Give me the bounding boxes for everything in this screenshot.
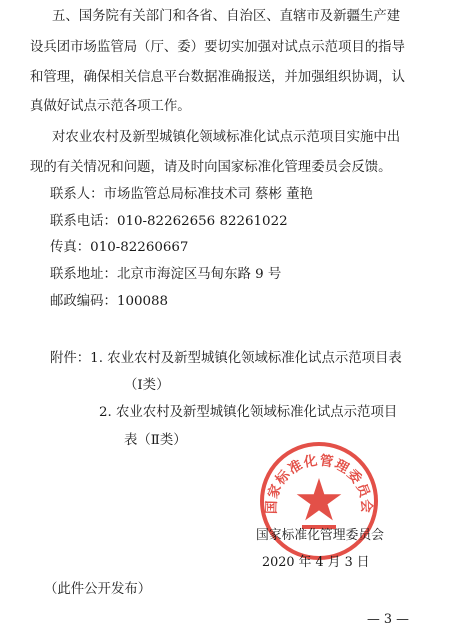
para5-line4: 真做好试点示范各项工作。 xyxy=(30,99,191,114)
attachment-2-line1: 2. 农业农村及新型城镇化领域标准化试点示范项目 xyxy=(99,405,398,420)
contact-postcode: 邮政编码：100088 xyxy=(50,294,169,309)
contact-person: 联系人：市场监管总局标准技术司 蔡彬 董艳 xyxy=(50,187,313,202)
signature-org: 国家标准化管理委员会 xyxy=(256,528,384,543)
attachment-1-line1: 附件：1. 农业农村及新型城镇化领域标准化试点示范项目表 xyxy=(50,351,402,366)
contact-phone: 联系电话：010-82262656 82261022 xyxy=(50,214,288,229)
contact-address: 联系地址：北京市海淀区马甸东路 9 号 xyxy=(50,267,282,282)
contact-fax: 传真：010-82260667 xyxy=(50,240,189,255)
page-number: — 3 — xyxy=(367,612,409,627)
para5-line2: 设兵团市场监管局（厅、委）要切实加强对试点示范项目的指导 xyxy=(30,40,405,55)
publication-note: （此件公开发布） xyxy=(44,582,152,597)
para6-line1: 对农业农村及新型城镇化领域标准化试点示范项目实施中出 xyxy=(52,130,401,145)
para5-line1: 五、国务院有关部门和各省、自治区、直辖市及新疆生产建 xyxy=(52,9,401,24)
para6-line2: 现的有关情况和问题，请及时向国家标准化管理委员会反馈。 xyxy=(30,160,392,175)
seal-arc-textpath: 国家标准化管理委员会 xyxy=(263,452,375,515)
signature-date: 2020 年 4 月 3 日 xyxy=(262,555,370,570)
seal-star-icon xyxy=(297,478,342,520)
attachment-2-line2: 表（Ⅱ类） xyxy=(124,433,187,448)
para5-line3: 和管理，确保相关信息平台数据准确报送，并加强组织协调，认 xyxy=(30,70,405,85)
attachment-1-line2: （Ⅰ类） xyxy=(124,378,170,393)
